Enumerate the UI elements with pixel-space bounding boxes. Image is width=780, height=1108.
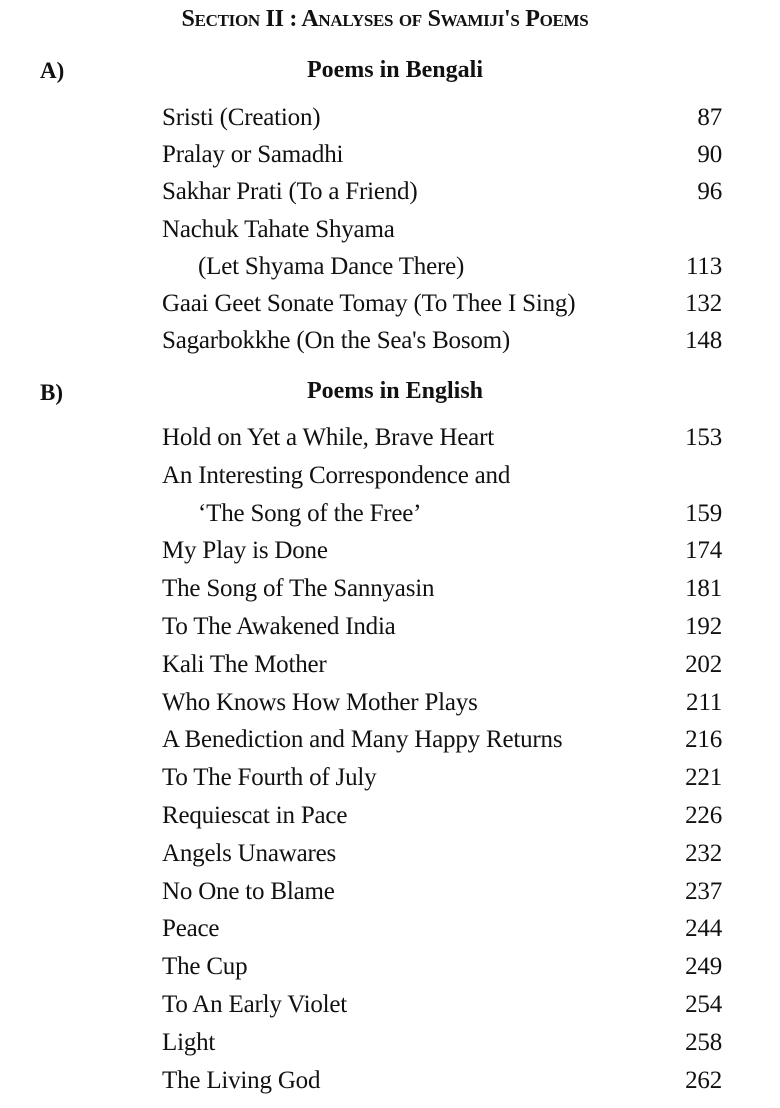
toc-entry-title: Who Knows How Mother Plays <box>162 688 478 716</box>
toc-entry-page: 159 <box>685 499 722 527</box>
toc-entry <box>162 419 722 457</box>
toc-entry-page: 113 <box>686 252 722 280</box>
toc-entry-title: Hold on Yet a While, Brave Heart <box>162 424 494 451</box>
toc-entry-title: The Cup <box>162 953 248 981</box>
toc-entry-title: To The Fourth of July <box>162 764 377 792</box>
toc-entry-title: The Song of The Sannyasin <box>162 575 435 603</box>
toc-entry <box>162 986 722 1024</box>
toc-entry-page: 181 <box>685 575 722 603</box>
toc-entry-page: 211 <box>686 688 722 716</box>
toc-entry-page: 90 <box>697 141 722 169</box>
toc-entry-title: Requiescat in Pace <box>162 801 348 829</box>
toc-entry-page: 262 <box>685 1066 722 1094</box>
toc-entry-page: 87 <box>697 104 722 131</box>
toc-entry <box>162 173 722 210</box>
toc-entry <box>162 285 722 322</box>
toc-entry <box>162 797 722 835</box>
toc-entry-page: 254 <box>685 990 722 1018</box>
toc-entry-title: Sakhar Prati (To a Friend) <box>162 178 418 206</box>
toc-entry-page: 221 <box>685 764 722 792</box>
toc-entry-page: 132 <box>685 289 722 317</box>
toc-entry <box>162 1062 722 1100</box>
english-poems-list <box>162 419 722 1099</box>
toc-entry-title: To The Awakened India <box>162 612 396 640</box>
toc-entry <box>162 322 722 359</box>
section-b-label: B) <box>40 380 63 405</box>
toc-entry <box>162 1024 722 1062</box>
toc-entry-page: 153 <box>685 424 722 451</box>
toc-entry <box>162 873 722 911</box>
toc-entry <box>162 910 722 948</box>
toc-entry <box>162 948 722 986</box>
toc-entry <box>162 570 722 608</box>
toc-entry <box>162 457 722 495</box>
toc-entry <box>162 136 722 173</box>
bengali-poems-list <box>162 99 722 359</box>
toc-entry-page: 249 <box>685 953 722 981</box>
toc-entry-title: Nachuk Tahate Shyama <box>162 215 395 243</box>
toc-entry-page: 232 <box>685 839 722 867</box>
toc-entry-title: Angels Unawares <box>162 839 337 867</box>
toc-entry-title: Light <box>162 1028 216 1056</box>
toc-entry-title: Pralay or Samadhi <box>162 141 344 169</box>
toc-entry <box>162 684 722 722</box>
toc-entry-page: 96 <box>697 178 722 206</box>
toc-entry-title: The Living God <box>162 1066 321 1094</box>
toc-entry <box>162 759 722 797</box>
toc-entry-page: 258 <box>685 1028 722 1056</box>
toc-entry <box>162 495 722 533</box>
toc-entry <box>162 211 722 248</box>
toc-entry <box>162 248 722 285</box>
toc-entry-title: Kali The Mother <box>162 650 327 678</box>
toc-entry-title: An Interesting Correspondence and <box>162 461 511 489</box>
toc-entry-title: (Let Shyama Dance There) <box>198 252 465 280</box>
section-b-heading: Poems in English <box>306 378 484 404</box>
toc-entry <box>162 721 722 759</box>
toc-entry-title: Sristi (Creation) <box>162 104 321 131</box>
toc-entry <box>162 646 722 684</box>
toc-entry-page: 174 <box>685 537 722 565</box>
section-title: Section II : Analyses of Swamiji's Poems <box>181 6 589 32</box>
toc-entry-page: 244 <box>685 915 722 943</box>
toc-entry <box>162 608 722 646</box>
toc-entry-page: 237 <box>685 877 722 905</box>
toc-entry-page: 216 <box>685 726 722 754</box>
toc-entry <box>162 835 722 873</box>
toc-entry-page: 192 <box>685 612 722 640</box>
toc-entry-title: No One to Blame <box>162 877 335 905</box>
toc-entry <box>162 99 722 136</box>
toc-entry-title: To An Early Violet <box>162 990 348 1018</box>
toc-entry-page: 148 <box>685 327 722 355</box>
toc-entry-title: Peace <box>162 915 220 943</box>
section-a-label: A) <box>40 58 65 83</box>
toc-entry-title: My Play is Done <box>162 537 328 565</box>
toc-entry-title: Sagarbokkhe (On the Sea's Bosom) <box>162 327 511 355</box>
toc-entry-page: 202 <box>685 650 722 678</box>
section-a-heading: Poems in Bengali <box>306 57 483 83</box>
toc-entry <box>162 532 722 570</box>
toc-entry-title: Gaai Geet Sonate Tomay (To Thee I Sing) <box>162 289 576 317</box>
toc-entry-title: A Benediction and Many Happy Returns <box>162 726 563 754</box>
toc-entry-page: 226 <box>685 801 722 829</box>
toc-entry-title: ‘The Song of the Free’ <box>198 499 422 527</box>
